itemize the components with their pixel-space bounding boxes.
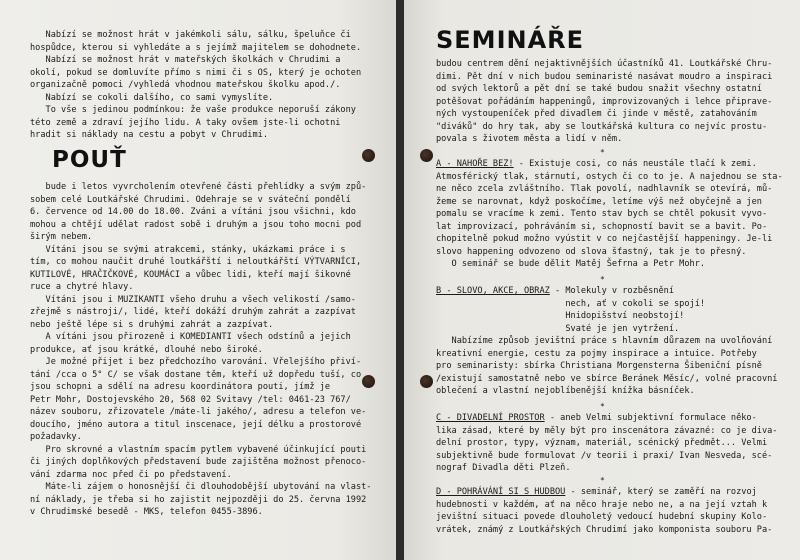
left-intro-text: Nabízí se možnost hrát v jakémkoli sálu, sálku, špeluňce či hospůdce, kterou si vyhledáte a s jejímž majitelem se dohodnete. Nabízí se možnost hrát v mateřských školkách v Chrudimi a okolí, pokud se domluvíte přímo s nimi či s OS, který je ochoten organizačně pomoci /vyhledá vhodnou mateřskou školku apod./. Nabízí se cokoli dalšího, co sami vymyslíte. To vše s jedinou podmínkou: že vaše produkce neporuší zákony této země a zdraví jejího lidu. A taky ovšem jste-li ochotni hradit si náklady na cestu a pobyt v Chrudimi. xyxy=(30,30,362,140)
seminar-c xyxy=(436,412,777,475)
seminar-b xyxy=(436,285,777,398)
pout-body-text: bude i letos vyvrcholením otevřené části přehlídky a svým způ- sobem celé Loutkářské Chrudimi. Odehraje se v sváteční pondělí 6. července od 14.00 do 18.00. Zváni a vítáni jsou všichni, kdo mohou a chtějí udělat radost sobě i druhým a jsou toho mocni pod širým nebem. Vítáni jsou se svými atrakcemi, stánky, ukázkami práce i s tím, co mohou naučit druhé loutkářští i neloutkářští VÝTVARNÍCI, KUTILOVÉ, HRAČIČKOVÉ, KOUMÁCI a vůbec lidi, kteří mají šikovné ruce a chytré hlavy. Vítáni jsou i MUZIKANTI všeho druhu a všech velikostí /samo- zřejmě s nástroji/, lidé, kteří dokáží druhým zahrát a zazpívat nebo ještě lépe si s druhými zahrát a zazpívat. A vítáni jsou přirozeně i KOMEDIANTI všech odstínů a jejich produkce, ať jsou krátké, dlouhé nebo široké. Je možné přijet i bez předchozího varování. Vřelejšího přiví- tání /cca o 5° C/ se však dostane těm, kteří už dopředu tuší, co jsou schopni a sdělí na adresu koordinátora pouti, jímž je Petr Mohr, Dostojevského 20, 568 02 Svitavy /tel: 0461-23 767/ název souboru, zřizovatele /máte-li jakého/, adresu a telefon ve- doucího, jméno autora a titul inscenace, její délku a prostorové požadavky. Pro skrovné a vlastním spacím pytlem vybavené účinkující pouti či jiných doplňkových představení bude zajištěna možnost přenoco- vání zdarma noc před či po představení. Máte-li zájem o honosnější či dlouhodobější ubytování na vlast- ní náklady, je třeba si ho zajistit nejpozději do 25. června 1992 v Chrudimské besedě - MKS, telefon 0455-3896. xyxy=(30,182,372,517)
seminar-d-text: - seminář, který se zaměří na rozvoj hudebnosti v každém, ať na něco hraje nebo ne, a na její vztah k jevištní situaci povede dlouholetý vedoucí hudební skupiny Kolo- vrátek, známý z Loutkářských Chrudimí jako komponista souboru Pa- xyxy=(436,487,773,535)
punch-hole-bottom xyxy=(420,375,433,388)
punch-hole-top xyxy=(362,149,375,162)
punch-hole-bottom xyxy=(362,375,375,388)
seminar-d-title: D - POHRÁVÁNÍ SI S HUDBOU xyxy=(436,487,566,497)
seminar-a-text: - Existuje cosi, co nás neustále tlačí k zemi. Atmosférický tlak, stárnutí, ostych či co to je. A najednou se sta- ne něco zcela zvláštního. Tlak povolí, nadhlavník se otevírá, mů- žeme se narovnat, když poskočíme, letíme výš než obyčejně a jen pomalu se vracíme k zemi. Tento stav bych se chtěl pokusit vyvo- lat improvizací, pohráváním si, schopností bavit se a bavit. Po- chopitelně pokud možno vyústit v co nejčastější happeningy. Je-li slovo happening odvozeno od slova šťastný, tak je to přesný. O seminář se bude dělit Matěj Šefrna a Petr Mohr. xyxy=(436,159,783,269)
seminar-d xyxy=(436,486,772,536)
separator-star: * xyxy=(600,275,605,284)
pout-heading: POUŤ xyxy=(52,147,127,173)
separator-star: * xyxy=(600,476,605,485)
seminare-intro-text: budou centrem dění nejaktivnějších účastníků 41. Loutkářské Chru- dimi. Pět dní v nich budou seminaristé nasávat moudro a inspiraci od svých lektorů a pět dní se také budou snažit všechny ostatní potěšovat pořádáním happeningů, improvizovaných i lehce připrave- ných vystoupeníček před divadlem či jinde v městě, zatahováním "diváků" do hry tak, aby se loutkářská kultura co nejvíc prostu- povala s životem města a lidí v něm. xyxy=(436,59,773,144)
right-page xyxy=(404,0,800,560)
separator-star: * xyxy=(600,148,605,157)
seminare-heading: SEMINÁŘE xyxy=(436,26,585,54)
left-page xyxy=(0,0,396,560)
seminar-b-text: - Molekuly v rozběsnění nech, ať v cokoli se spojí! Hnidopišství neobstojí! Svaté je jen vytržení. Nabízíme způsob jevištní práce s hlavním důrazem na uvolňování kreativní energie, cestu za pojmy inspirace a intuice. Potřeby pro seminaristy: sbírka Christiana Morgensterna Šibeniční písně /existují samostatně nebo ve sbírce Beránek Měsíc/, volné pracovní oblečení a vlastní nejoblíbenější knížka básníček. xyxy=(436,286,778,396)
seminar-b-title: B - SLOVO, AKCE, OBRAZ xyxy=(436,286,550,296)
seminar-a xyxy=(436,158,783,271)
separator-star: * xyxy=(600,402,605,411)
seminar-c-text: - aneb Velmi subjektivní formulace něko- lika zásad, které by měly být pro inscenátora závazné: co je diva- delní prostor, typy, význam, materiál, scénický předmět... Velmi subjektivně bude formulovat /v teorii i praxi/ Ivan Nesveda, scé- nograf Divadla děti Plzeň. xyxy=(436,413,778,473)
seminar-c-title: C - DIVADELNÍ PROSTOR xyxy=(436,413,545,423)
seminar-a-title: A - NAHOŘE BEZ! xyxy=(436,159,514,169)
punch-hole-top xyxy=(420,149,433,162)
